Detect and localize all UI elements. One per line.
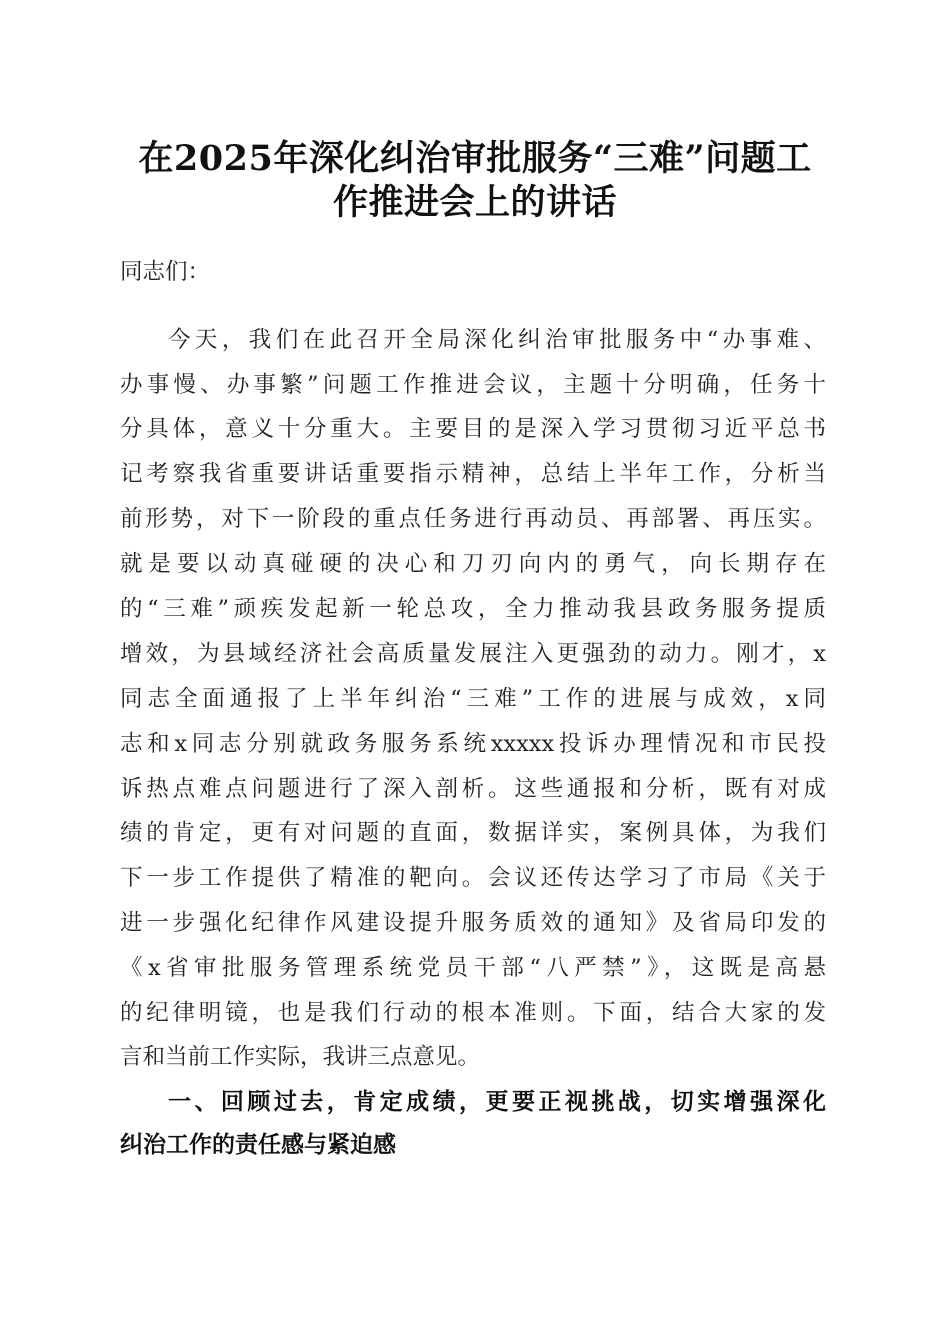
- paragraph-line: 办事慢、办事繁”问题工作推进会议，主题十分明确，任务十: [120, 372, 826, 398]
- section-heading-line-1: 一、回顾过去，肯定成绩，更要正视挑战，切实增强深化: [168, 1089, 826, 1115]
- paragraph-line: 志和x同志分别就政务服务系统xxxxx投诉办理情况和市民投: [120, 731, 826, 757]
- paragraph-line: 绩的肯定，更有对问题的直面，数据详实，案例具体，为我们: [120, 820, 826, 846]
- section-heading-line-2: 纠治工作的责任感与紧迫感: [120, 1132, 396, 1158]
- document-title-line-1: 在2025年深化纠治审批服务“三难”问题工: [138, 138, 812, 179]
- salutation: 同志们：: [120, 259, 211, 285]
- paragraph-line: 今天，我们在此召开全局深化纠治审批服务中“办事难、: [168, 327, 826, 353]
- paragraph-line: 就是要以动真碰硬的决心和刀刃向内的勇气，向长期存在: [120, 551, 826, 577]
- paragraph-line: 同志全面通报了上半年纠治“三难”工作的进展与成效，x同: [120, 686, 826, 712]
- paragraph-line: 前形势，对下一阶段的重点任务进行再动员、再部署、再压实。: [120, 506, 826, 532]
- document-title-line-2: 作推进会上的讲话: [332, 182, 617, 223]
- paragraph-line: 下一步工作提供了精准的靶向。会议还传达学习了市局《关于: [120, 865, 826, 891]
- paragraph-line: 的纪律明镜，也是我们行动的根本准则。下面，结合大家的发: [120, 1000, 826, 1026]
- paragraph-line: 言和当前工作实际，我讲三点意见。: [120, 1044, 481, 1070]
- paragraph-line: 《x省审批服务管理系统党员干部“八严禁”》，这既是高悬: [120, 955, 826, 981]
- paragraph-line: 进一步强化纪律作风建设提升服务质效的通知》及省局印发的: [120, 910, 826, 936]
- paragraph-line: 诉热点难点问题进行了深入剖析。这些通报和分析，既有对成: [120, 776, 826, 802]
- paragraph-line: 分具体，意义十分重大。主要目的是深入学习贯彻习近平总书: [120, 416, 826, 442]
- paragraph-line: 记考察我省重要讲话重要指示精神，总结上半年工作，分析当: [120, 461, 826, 487]
- paragraph-line: 增效，为县域经济社会高质量发展注入更强劲的动力。刚才，x: [120, 641, 826, 667]
- paragraph-line: 的“三难”顽疾发起新一轮总攻，全力推动我县政务服务提质: [120, 596, 826, 622]
